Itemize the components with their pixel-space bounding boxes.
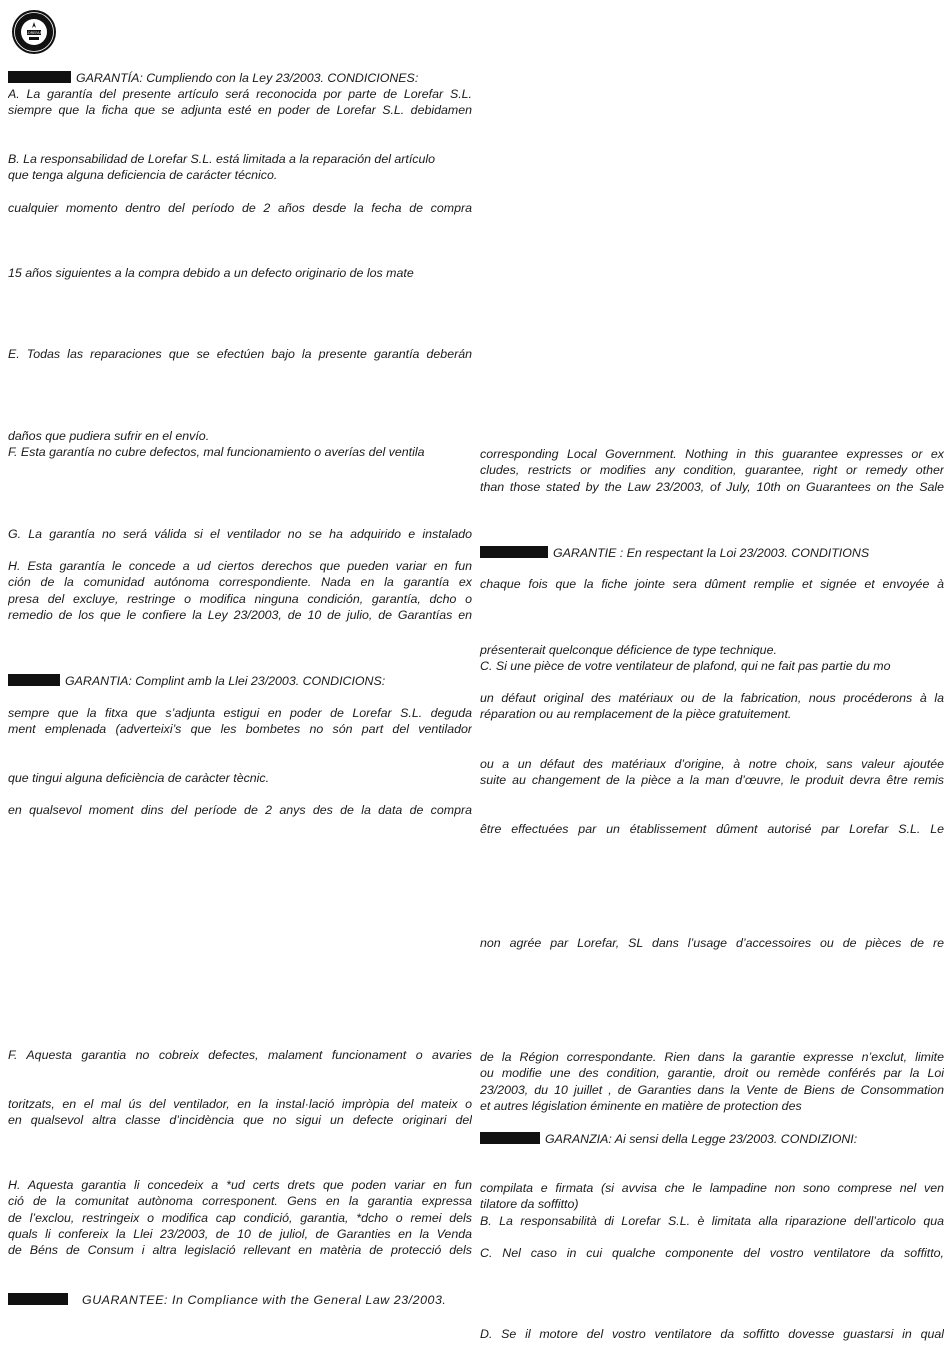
text-line: F. Esta garantía no cubre defectos, mal funcionamiento o averías del ventila (8, 445, 425, 460)
catalan-heading-text: GARANTIA: Complint amb la Llei 23/2003. CONDICIONS: (65, 674, 386, 688)
redaction-bar (8, 71, 71, 83)
french-clause-f (480, 935, 944, 951)
text-line: siempre que la ficha que se adjunta esté en poder de Lorefar S.L. debidamen (8, 103, 472, 118)
italian-clause-c (480, 1245, 944, 1261)
catalan-clause-b (8, 770, 472, 786)
text-line: toritzats, en el mal ús del ventilador, en la instal·lació impròpia del mateix o (8, 1097, 472, 1111)
text-line: daños que pudiera sufrir en el envío. (8, 429, 210, 443)
text-line: chaque fois que la fiche jointe sera dûment remplie et signée et envoyée à (480, 577, 944, 591)
text-line: compilata e firmata (si avvisa che le lampadine non sono comprese nel ven (480, 1181, 944, 1195)
italian-clause-a (480, 1180, 944, 1229)
text-line: E. Todas las reparaciones que se efectúen bajo la presente garantía deberán (8, 347, 472, 361)
text-line: corresponding Local Government. Nothing in this guarantee expresses or ex (480, 447, 944, 461)
redaction-bar (8, 1293, 68, 1305)
text-line: G. La garantía no será válida si el ventilador no se ha adquirido e instalado (8, 527, 472, 541)
french-clause-a (480, 576, 944, 592)
redaction-bar (8, 674, 60, 686)
text-line: H. Esta garantía le concede a ud ciertos derechos que pueden variar en fun (8, 559, 472, 573)
italian-heading-text: GARANZIA: Ai sensi della Legge 23/2003. CONDIZIONI: (545, 1132, 858, 1146)
catalan-heading (8, 673, 385, 689)
text-line: B. La responsabilidad de Lorefar S.L. está limitada a la reparación del artículo (8, 152, 436, 166)
catalan-clause-f (8, 1047, 472, 1063)
text-line: en qualsevol altra classe d’incidència que no sigui un defecte originari del (8, 1113, 472, 1128)
text-line: non agrée par Lorefar, SL dans l’usage d’accessoires ou de pièces de re (480, 936, 944, 950)
text-line: cualquier momento dentro del período de 2 años desde la fecha de compra (8, 201, 472, 215)
text-line: D. Se il motore del vostro ventilatore da soffitto dovesse guastarsi in qual (480, 1327, 944, 1341)
spanish-clause-a (8, 86, 472, 119)
text-line: que tingui alguna deficiència de caràcter tècnic. (8, 771, 270, 785)
text-line: que tenga alguna deficiencia de carácter técnico. (8, 168, 278, 183)
text-line: cludes, restricts or modifies any condition, guarantee, right or remedy other (480, 463, 944, 478)
english-heading-text: GUARANTEE: In Compliance with the General Law 23/2003. (82, 1293, 447, 1307)
spanish-heading-text: GARANTÍA: Cumpliendo con la Ley 23/2003. CONDICIONES: (76, 71, 419, 85)
french-clause-d (480, 756, 944, 789)
text-line: quals li confereix la Llei 23/2003, de 10 de juliol, de Garanties en la Venda (8, 1226, 472, 1241)
french-heading (480, 545, 869, 561)
spanish-clause-c (8, 200, 472, 216)
text-line: sempre que la fitxa que s’adjunta estigui en poder de Lorefar S.L. deguda (8, 706, 472, 720)
company-seal-icon (11, 9, 57, 55)
text-line: remedio de los que le confiere la Ley 23/2003, de 10 de julio, de Garantías en (8, 607, 472, 622)
spanish-clause-d (8, 265, 472, 281)
french-clause-e (480, 821, 944, 837)
text-line: C. Si une pièce de votre ventilateur de plafond, qui ne fait pas partie du mo (480, 659, 891, 674)
text-line: presa del excluye, restringe o modifica ninguna condición, garantía, dcho o (8, 591, 472, 606)
spanish-clause-h (8, 558, 472, 623)
svg-text:LOREFAR: LOREFAR (25, 31, 43, 35)
text-line: ción de la comunidad autónoma correspondiente. Nada en la garantía ex (8, 575, 472, 590)
redaction-bar (480, 1132, 540, 1144)
text-line: de la Région correspondante. Rien dans la garantie expresse n’exclut, limite (480, 1050, 944, 1064)
text-line: 15 años siguientes a la compra debido a un defecto originario de los mate (8, 266, 414, 280)
spanish-clause-g (8, 526, 472, 542)
text-line: ou modifie une des condition, garantie, droit ou remède conférés par la Loi (480, 1066, 944, 1081)
spanish-clause-b (8, 151, 472, 184)
text-line: tilatore da soffitto) (480, 1197, 579, 1212)
text-line: en qualsevol moment dins del període de 2 anys des de la data de compra (8, 803, 472, 817)
italian-heading (480, 1131, 857, 1147)
italian-clause-d (480, 1326, 944, 1342)
text-line: réparation ou au remplacement de la pièce gratuitement. (480, 707, 792, 722)
text-line: B. La responsabilità di Lorefar S.L. è limitata alla riparazione dell’articolo qua (480, 1213, 944, 1228)
text-line: ou a un défaut des matériaux d’origine, à notre choix, sans valeur ajoutée (480, 757, 944, 771)
catalan-clause-a (8, 705, 472, 738)
catalan-clause-c (8, 802, 472, 818)
text-line: suite au changement de la pièce a la man d’œuvre, le produit devra être remis (480, 773, 944, 788)
spanish-clause-e-end (8, 428, 472, 461)
french-clause-c-cont (480, 690, 944, 723)
text-line: un défaut original des matériaux ou de la fabrication, nous procéderons à la (480, 691, 944, 705)
text-line: C. Nel caso in cui qualche componente del vostro ventilatore da soffitto, (480, 1246, 944, 1260)
spanish-heading (8, 70, 418, 86)
text-line: ment emplenada (adverteixi’s que les bombetes no són part del ventilador (8, 722, 472, 737)
spanish-clause-e (8, 346, 472, 362)
text-line: de l’exclou, restringeix o modifica cap condició, garantia, *dcho o remei dels (8, 1210, 472, 1225)
redaction-bar (480, 546, 548, 558)
text-line: 23/2003, du 10 juillet , de Garanties dans la Vente de Biens de Consommation (480, 1082, 944, 1097)
text-line: ció de la comunitat autònoma corresponent. Gens en la garantia expressa (8, 1194, 472, 1209)
catalan-clause-f-cont (8, 1096, 472, 1129)
text-line: présenterait quelconque déficience de type technique. (480, 643, 777, 657)
text-line: et autres législation éminente en matière de protection des (480, 1098, 802, 1113)
text-line: F. Aquesta garantia no cobreix defectes, malament funcionament o avaries (8, 1048, 472, 1062)
text-line: than those stated by the Law 23/2003, of July, 10th on Guarantees on the Sale (480, 479, 944, 494)
english-heading (8, 1292, 472, 1308)
english-clause-h (480, 446, 944, 495)
french-clause-h (480, 1049, 944, 1114)
french-clause-b (480, 642, 944, 675)
text-line: A. La garantía del presente artículo será reconocida por parte de Lorefar S.L. (8, 87, 472, 101)
text-line: H. Aquesta garantia li concedeix a *ud certs drets que poden variar en fun (8, 1178, 472, 1192)
catalan-clause-h (8, 1177, 472, 1258)
french-heading-text: GARANTIE : En respectant la Loi 23/2003. CONDITIONS (553, 546, 870, 560)
text-line: de Béns de Consum i altra legislació rellevant en matèria de protecció dels (8, 1243, 472, 1258)
text-line: être effectuées par un établissement dûment autorisé par Lorefar S.L. Le (480, 822, 944, 836)
